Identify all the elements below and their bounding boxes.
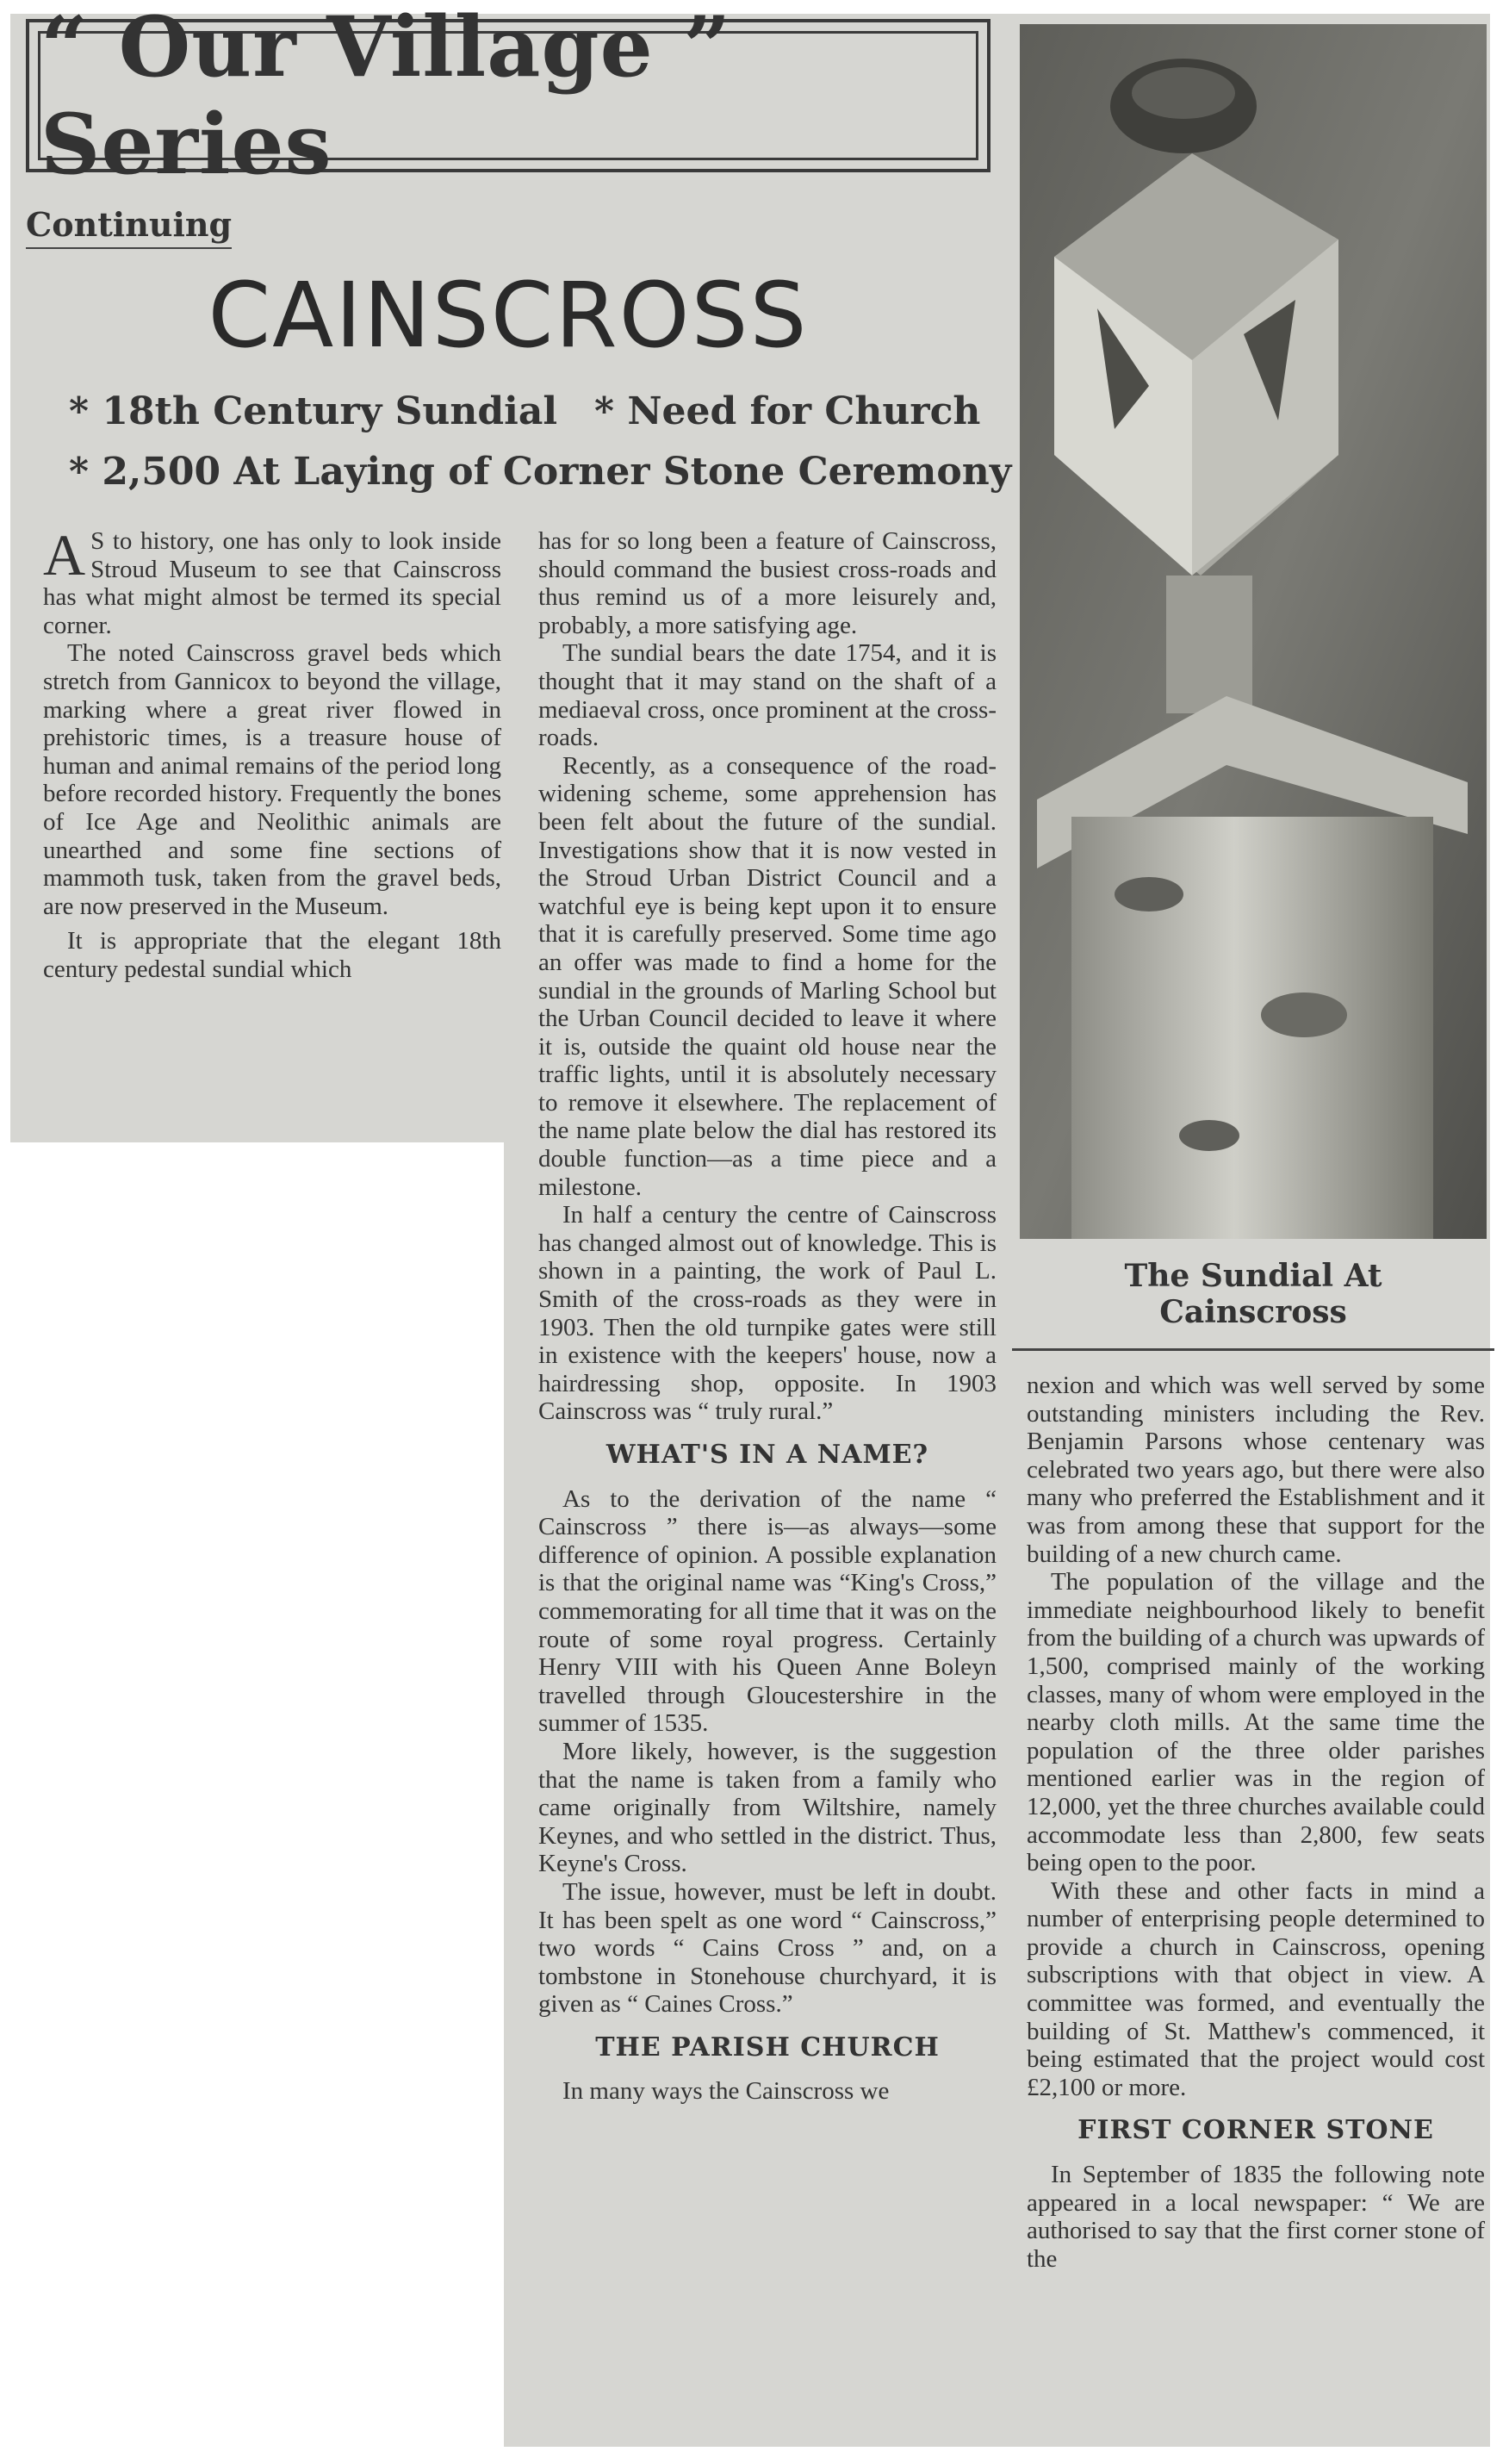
paragraph: The sundial bears the date 1754, and it is thought that it may stand on the shaft of a mediaeval cross, once prominent at the cross-roads.: [538, 639, 997, 752]
paragraph: In September of 1835 the following note appeared in a local newspaper: “ We are authorised to say that the first corner stone of the: [1027, 2161, 1485, 2273]
kicker-label: Continuing: [26, 205, 232, 249]
drop-cap: A: [43, 522, 86, 588]
paragraph: The population of the village and the immediate neighbourhood likely to benefit from the building of a church was upwards of 1,500, comprised mainly of the working classes, many of whom were employed in the nearby cloth mills. At the same time the population of the three older parishes mentioned earlier was in the region of 12,000, yet the three churches available could accommodate less than 2,800, few seats being open to the poor.: [1027, 1568, 1485, 1877]
photo-caption: [1012, 1258, 1494, 1330]
series-banner: [26, 0, 990, 193]
paragraph: As to the derivation of the name “ Cainscross ” there is—as always—some difference of opinion. A possible explanation is that the original name was “King's Cross,” commemorating for all time that it was on the route of some royal progress. Certainly Henry VIII with his Queen Anne Boleyn travelled through Gloucestershire in the summer of 1535.: [538, 1484, 997, 1738]
series-title: “ Our Village ” Series: [38, 31, 978, 160]
article-column-2: [538, 527, 997, 2106]
paragraph: In many ways the Cainscross we: [562, 2077, 890, 2106]
article-column-1: [43, 522, 501, 984]
sundial-illustration: [1020, 24, 1487, 1239]
headline: CAINSCROSS: [208, 263, 809, 368]
deck-sundial: * 18th Century Sundial: [69, 389, 558, 433]
subhead-first-corner-stone: FIRST CORNER STONE: [1077, 2115, 1434, 2146]
deck-ceremony: * 2,500 At Laying of Corner Stone Ceremony: [69, 450, 1012, 494]
paragraph: In half a century the centre of Cainscross has changed almost out of knowledge. This is shown in a painting, the work of Paul L. Smith of the cross-roads as they were in 1903. Then the old turnpike gates were still in existence with the keepers' house, now a hairdressing shop, opposite. In 1903 Cainscross was “ truly rural.”: [538, 1201, 997, 1426]
paragraph: Recently, as a consequence of the road-widening scheme, some apprehension has been felt about the future of the sundial. Investigations show that it is now vested in the Stroud Urban District Council and a watchful eye is being kept upon it to ensure that it is carefully preserved. Some time ago an offer was made to find a home for the sundial in the grounds of Marling School but the Urban Council decided to leave it where it is, outside the quaint old house near the traffic lights, until it is absolutely necessary to remove it elsewhere. The replacement of the name plate below the dial has restored its double function—as a time piece and a milestone.: [538, 751, 997, 1201]
paragraph: nexion and which was well served by some outstanding ministers including the Rev. Benjamin Parsons whose centenary was celebrated two years ago, but there were also many who preferred the Establishment and it was from among these that support for the building of a new church came.: [1027, 1372, 1485, 1568]
sundial-photo: [1020, 24, 1487, 1239]
caption-rule: [1012, 1348, 1494, 1351]
paragraph: It is appropriate that the elegant 18th century pedestal sundial which: [43, 927, 501, 983]
paragraph: With these and other facts in mind a number of enterprising people determined to provide a church in Cainscross, opening subscriptions with that object in view. A committee was formed, and eventually the building of St. Matthew's commenced, it being estimated that the project would cost £2,100 or more.: [1027, 1876, 1485, 2101]
article-column-3: [1027, 1372, 1485, 2273]
paragraph-text: S to history, one has only to look inside Stroud Museum to see that Cainscross has what might almost be termed its special corner.: [43, 527, 501, 639]
paragraph: The issue, however, must be left in doubt. It has been spelt as one word “ Cainscross,” two words “ Cains Cross ” and, on a tombstone in Stonehouse churchyard, it is given as “ Caines Cross.”: [538, 1877, 997, 2019]
paragraph: The noted Cainscross gravel beds which stretch from Gannicox to beyond the village, marking where a great river flowed in prehistoric times, is a treasure house of human and animal remains of the period long before recorded history. Frequently the bones of Ice Age and Neolithic animals are unearthed and some fine sections of mammoth tusk, taken from the gravel beds, are now preserved in the Museum.: [43, 639, 501, 920]
caption-line: Cainscross: [1159, 1294, 1347, 1330]
paragraph: [43, 522, 501, 639]
paragraph: More likely, however, is the suggestion that the name is taken from a family who came originally from Wiltshire, namely Keynes, and who settled in the district. Thus, Keyne's Cross.: [538, 1737, 997, 1878]
deck-church: * Need for Church: [594, 389, 981, 433]
paragraph: has for so long been a feature of Cainscross, should command the busiest cross-roads and thus remind us of a more leisurely and, probably, a more satisfying age.: [538, 527, 997, 639]
subhead-whats-in-a-name: WHAT'S IN A NAME?: [605, 1440, 929, 1470]
subhead-parish-church: THE PARISH CHURCH: [595, 2032, 940, 2063]
caption-line: The Sundial At: [1124, 1258, 1382, 1294]
